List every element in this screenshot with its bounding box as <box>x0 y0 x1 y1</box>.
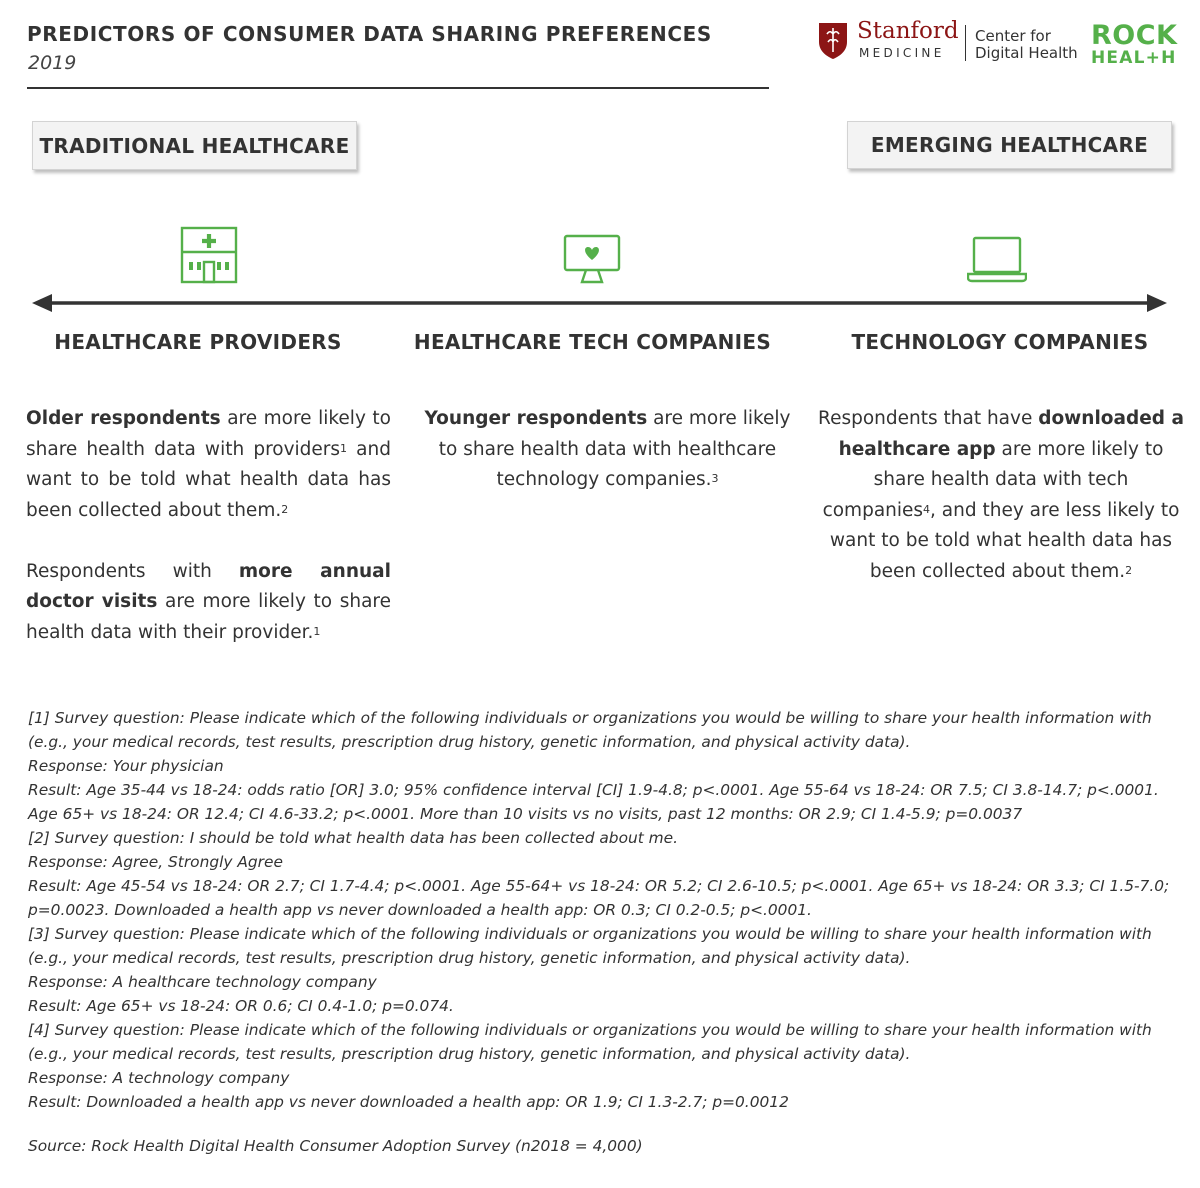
footnote-line: Result: Age 65+ vs 18-24: OR 0.6; CI 0.4-1.0; p=0.074. <box>28 997 454 1015</box>
footnote-line: [3] Survey question: Please indicate which of the following individuals or organizations you would be willing to share your health information with (e.g., your medical records, test results, prescription drug history, genetic information, and physical activity data). <box>28 925 1152 967</box>
footnotes <box>28 706 1178 1114</box>
footnote-line: [2] Survey question: I should be told what health data has been collected about me. <box>28 829 679 847</box>
footnote-line: Result: Downloaded a health app vs never downloaded a health app: OR 1.9; CI 1.3-2.7; p=0.0012 <box>28 1093 789 1111</box>
hospital-icon <box>180 226 238 284</box>
footnote-line: [1] Survey question: Please indicate which of the following individuals or organizations you would be willing to share your health information with (e.g., your medical records, test results, prescription drug history, genetic information, and physical activity data). <box>28 709 1152 751</box>
footnote-line: Response: A technology company <box>28 1069 290 1087</box>
source-citation: Source: Rock Health Digital Health Consumer Adoption Survey (n2018 = 4,000) <box>28 1137 643 1155</box>
monitor-heart-icon <box>562 234 622 284</box>
providers-paragraph-1: Older respondents are more likely to share health data with providers$^1$ and want to be told what health data has been collected about them.$^2$ <box>26 408 391 521</box>
footnote-line: [4] Survey question: Please indicate which of the following individuals or organizations you would be willing to share your health information with (e.g., your medical records, test results, prescription drug history, genetic information, and physical activity data). <box>28 1021 1152 1063</box>
footnote-line: Response: Your physician <box>28 757 224 775</box>
laptop-icon <box>967 236 1027 284</box>
providers-paragraph-2: Respondents with more annual doctor visits are more likely to share health data with their provider.$^1$ <box>26 560 391 643</box>
stanford-medicine-text: MEDICINE <box>859 46 945 60</box>
page-title: PREDICTORS OF CONSUMER DATA SHARING PREFERENCES <box>27 22 712 46</box>
footnote-line: Response: Agree, Strongly Agree <box>28 853 283 871</box>
title-divider <box>27 87 769 89</box>
htc-description: Younger respondents are more likely to share health data with healthcare technology companies.$^3$ <box>424 408 791 490</box>
spectrum-axis <box>32 290 1167 316</box>
footnote-line: Response: A healthcare technology company <box>28 973 377 991</box>
cdh-logo-line1: Center for <box>975 27 1051 45</box>
footnote-line: Result: Age 45-54 vs 18-24: OR 2.7; CI 1.7-4.4; p<.0001. Age 55-64+ vs 18-24: OR 5.2; CI 2.6-10.5; p<.0001. Age 65+ vs 18-24: OR 3.3; CI 1.5-7.0; p=0.0023. Downloaded a health app vs never downloaded a health app: OR 0.3; CI 0.2-0.5; p<.0001. <box>28 877 1170 919</box>
cdh-logo-line2: Digital Health <box>975 44 1078 62</box>
rock-health-logo-line1: ROCK <box>1091 20 1178 51</box>
page-year: 2019 <box>28 52 77 74</box>
traditional-healthcare-label: TRADITIONAL HEALTHCARE <box>32 121 357 170</box>
logo-divider <box>965 25 966 61</box>
technology-companies-heading: TECHNOLOGY COMPANIES <box>851 330 1149 354</box>
tech-description: Respondents that have downloaded a healthcare app are more likely to share health data with tech companies$^4$, and they are less likely to want to be told what health data has been collected about them.$^2$ <box>818 408 1184 582</box>
emerging-healthcare-label: EMERGING HEALTHCARE <box>847 121 1172 169</box>
healthcare-tech-companies-heading: HEALTHCARE TECH COMPANIES <box>413 330 772 354</box>
footnote-line: Result: Age 35-44 vs 18-24: odds ratio [OR] 3.0; 95% confidence interval [CI] 1.9-4.8; p<.0001. Age 55-64 vs 18-24: OR 7.5; CI 3.8-14.7; p<.0001. Age 65+ vs 18-24: OR 12.4; CI 4.6-33.2; p<.0001. More than 10 visits vs no visits, past 12 months: OR 2.9; CI 1.4-5.9; p=0.0037 <box>28 781 1159 823</box>
rock-health-logo-line2: HEAL+H <box>1091 48 1177 68</box>
stanford-logo-text: Stanford <box>857 18 959 44</box>
stanford-shield-icon <box>818 22 848 60</box>
providers-description <box>26 404 391 679</box>
healthcare-providers-heading: HEALTHCARE PROVIDERS <box>54 330 342 354</box>
